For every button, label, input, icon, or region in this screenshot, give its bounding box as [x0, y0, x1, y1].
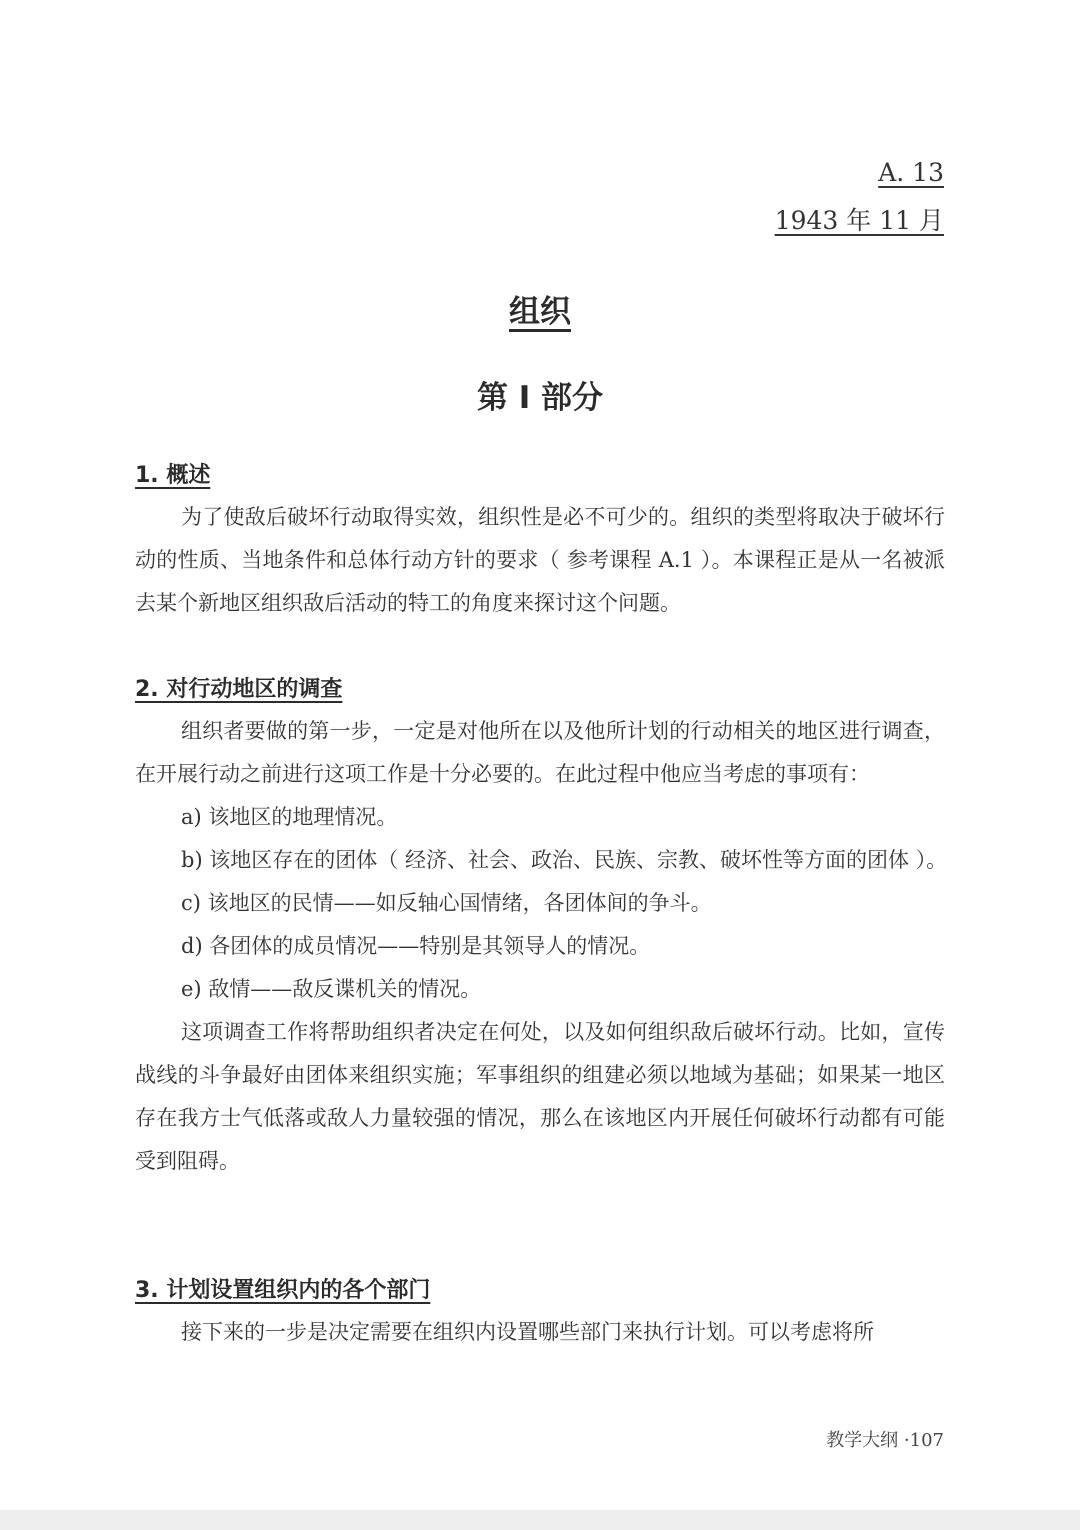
bottom-strip — [0, 1510, 1080, 1530]
list-item: c) 该地区的民情——如反轴心国情绪，各团体间的争斗。 — [181, 891, 712, 915]
page-footer: 教学大纲 ·107 — [826, 1430, 944, 1451]
document-date: 1943 年 11 月 — [774, 206, 944, 235]
document-code: A. 13 — [878, 158, 944, 187]
list-item: a) 该地区的地理情况。 — [181, 805, 398, 829]
list-item: d) 各团体的成员情况——特别是其领导人的情况。 — [181, 934, 651, 958]
section-heading-text: 3. 计划设置组织内的各个部门 — [135, 1278, 431, 1303]
document-title-text: 组织 — [509, 294, 571, 330]
section-overview — [135, 456, 945, 625]
list-item: e) 敌情——敌反谍机关的情况。 — [181, 977, 482, 1001]
section-conclusion-paragraph: 这项调查工作将帮助组织者决定在何处，以及如何组织敌后破坏行动。比如，宣传战线的斗争最好由团体来组织实施；军事组织的组建必须以地域为基础；如果某一地区存在我方士气低落或敌人力量较强的情况，那么在该地区内开展任何破坏行动都有可能受到阻碍。 — [135, 1020, 945, 1173]
list-item: b) 该地区存在的团体（ 经济、社会、政治、民族、宗教、破坏性等方面的团体 ）。 — [181, 848, 948, 872]
section-paragraph: 接下来的一步是决定需要在组织内设置哪些部门来执行计划。可以考虑将所 — [181, 1320, 874, 1344]
section-heading — [135, 1271, 945, 1311]
section-intro-paragraph: 组织者要做的第一步，一定是对他所在以及他所计划的行动相关的地区进行调查，在开展行动之前进行这项工作是十分必要的。在此过程中他应当考虑的事项有： — [135, 719, 945, 786]
section-heading — [135, 456, 945, 496]
section-heading-text: 2. 对行动地区的调查 — [135, 677, 343, 702]
section-area-survey — [135, 670, 948, 1183]
document-title — [0, 286, 1080, 331]
section-department-planning — [135, 1271, 945, 1354]
section-heading — [135, 670, 945, 710]
part-title: 第 I 部分 — [476, 380, 604, 416]
section-paragraph: 为了使敌后破坏行动取得实效，组织性是必不可少的。组织的类型将取决于破坏行动的性质、当地条件和总体行动方针的要求（ 参考课程 A.1 ）。本课程正是从一名被派去某个新地区组织敌后活动的特工的角度来探讨这个问题。 — [135, 505, 945, 615]
section-heading-text: 1. 概述 — [135, 463, 211, 488]
